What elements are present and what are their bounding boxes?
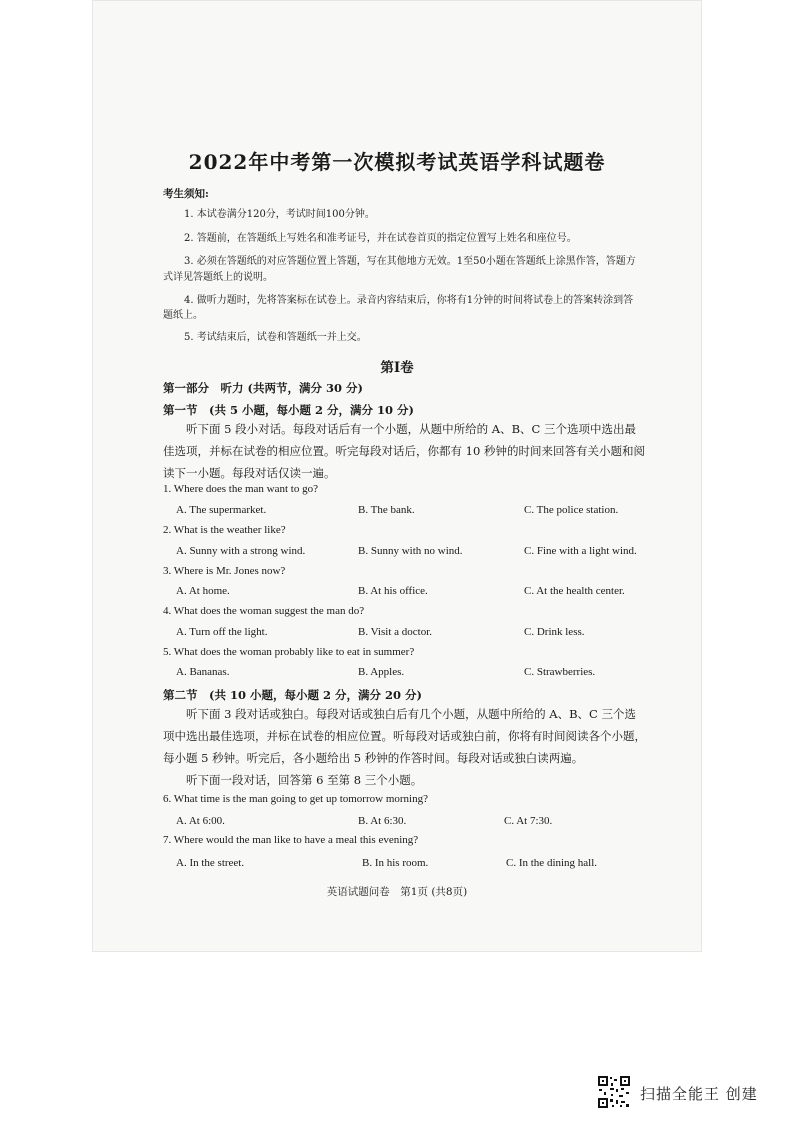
option-b: B. In his room. <box>362 857 429 869</box>
qr-code-icon <box>597 1075 631 1109</box>
section1-heading: 第一节 (共 5 小题，每小题 2 分，满分 10 分) <box>163 403 414 417</box>
option-b: B. Sunny with no wind. <box>358 545 463 557</box>
notice-line: 5. 考试结束后，试卷和答题纸一并上交。 <box>184 332 367 343</box>
option-c: C. The police station. <box>524 504 619 516</box>
section1-instruction: 读下一小题。每段对话仅读一遍。 <box>163 466 336 480</box>
option-b: B. Apples. <box>358 666 405 678</box>
option-b: B. At his office. <box>358 585 428 597</box>
option-a: A. Sunny with a strong wind. <box>176 545 306 557</box>
option-a: A. At 6:00. <box>176 815 225 827</box>
option-b: B. At 6:30. <box>358 815 407 827</box>
question-7: 7. Where would the man like to have a meal this evening? <box>163 834 419 846</box>
option-b: B. The bank. <box>358 504 415 516</box>
page-footer: 英语试题问卷 第1页 (共8页) <box>326 886 468 898</box>
section2-instruction: 听下面一段对话，回答第 6 至第 8 三个小题。 <box>186 773 423 787</box>
volume-heading: 第I卷 <box>380 360 414 376</box>
option-c: C. Fine with a light wind. <box>524 545 637 557</box>
section2-instruction: 听下面 3 段对话或独白。每段对话或独白后有几个小题，从题中所给的 A、B、C 三个选 <box>186 707 636 721</box>
notice-line: 式详见答题纸上的说明。 <box>163 272 273 283</box>
notice-line: 3. 必须在答题纸的对应答题位置上答题，写在其他地方无效。1至50小题在答题纸上涂黑作答，答题方 <box>184 256 636 267</box>
part-heading: 第一部分 听力 (共两节，满分 30 分) <box>163 381 363 395</box>
question-2: 2. What is the weather like? <box>163 524 286 536</box>
option-c: C. Strawberries. <box>524 666 596 678</box>
option-c: C. In the dining hall. <box>506 857 598 869</box>
option-a: A. At home. <box>176 585 230 597</box>
option-a: A. Bananas. <box>176 666 230 678</box>
option-c: C. At the health center. <box>524 585 625 597</box>
question-3: 3. Where is Mr. Jones now? <box>163 565 286 577</box>
notice-heading: 考生须知: <box>163 188 209 200</box>
question-4: 4. What does the woman suggest the man do? <box>163 605 365 617</box>
notice-line: 题纸上。 <box>163 310 203 321</box>
option-c: C. Drink less. <box>524 626 585 638</box>
option-a: A. Turn off the light. <box>176 626 268 638</box>
option-c: C. At 7:30. <box>504 815 553 827</box>
scanner-watermark: 扫描全能王 创建 <box>640 1085 758 1103</box>
section1-instruction: 听下面 5 段小对话。每段对话后有一个小题，从题中所给的 A、B、C 三个选项中选出最 <box>186 422 636 436</box>
question-1: 1. Where does the man want to go? <box>163 483 318 495</box>
section2-instruction: 项中选出最佳选项，并标在试卷的相应位置。听每段对话或独白前，你将有时间阅读各个小题， <box>163 729 646 743</box>
section2-heading: 第二节 (共 10 小题，每小题 2 分，满分 20 分) <box>163 688 422 702</box>
option-a: A. The supermarket. <box>176 504 267 516</box>
exam-title: 2022年中考第一次模拟考试英语学科试题卷 <box>188 150 606 174</box>
notice-line: 4. 做听力题时，先将答案标在试卷上。录音内容结束后，你将有1分钟的时间将试卷上的答案转涂到答 <box>184 295 634 306</box>
option-a: A. In the street. <box>176 857 245 869</box>
notice-line: 2. 答题前，在答题纸上写姓名和准考证号，并在试卷首页的指定位置写上姓名和座位号。 <box>184 233 577 244</box>
question-5: 5. What does the woman probably like to eat in summer? <box>163 646 415 658</box>
section2-instruction: 每小题 5 秒钟。听完后，各小题给出 5 秒钟的作答时间。每段对话或独白读两遍。 <box>163 751 584 765</box>
option-b: B. Visit a doctor. <box>358 626 432 638</box>
section1-instruction: 佳选项，并标在试卷的相应位置。听完每段对话后，你都有 10 秒钟的时间来回答有关小题和阅 <box>163 444 645 458</box>
question-6: 6. What time is the man going to get up tomorrow morning? <box>163 793 428 805</box>
notice-line: 1. 本试卷满分120分，考试时间100分钟。 <box>184 209 375 220</box>
